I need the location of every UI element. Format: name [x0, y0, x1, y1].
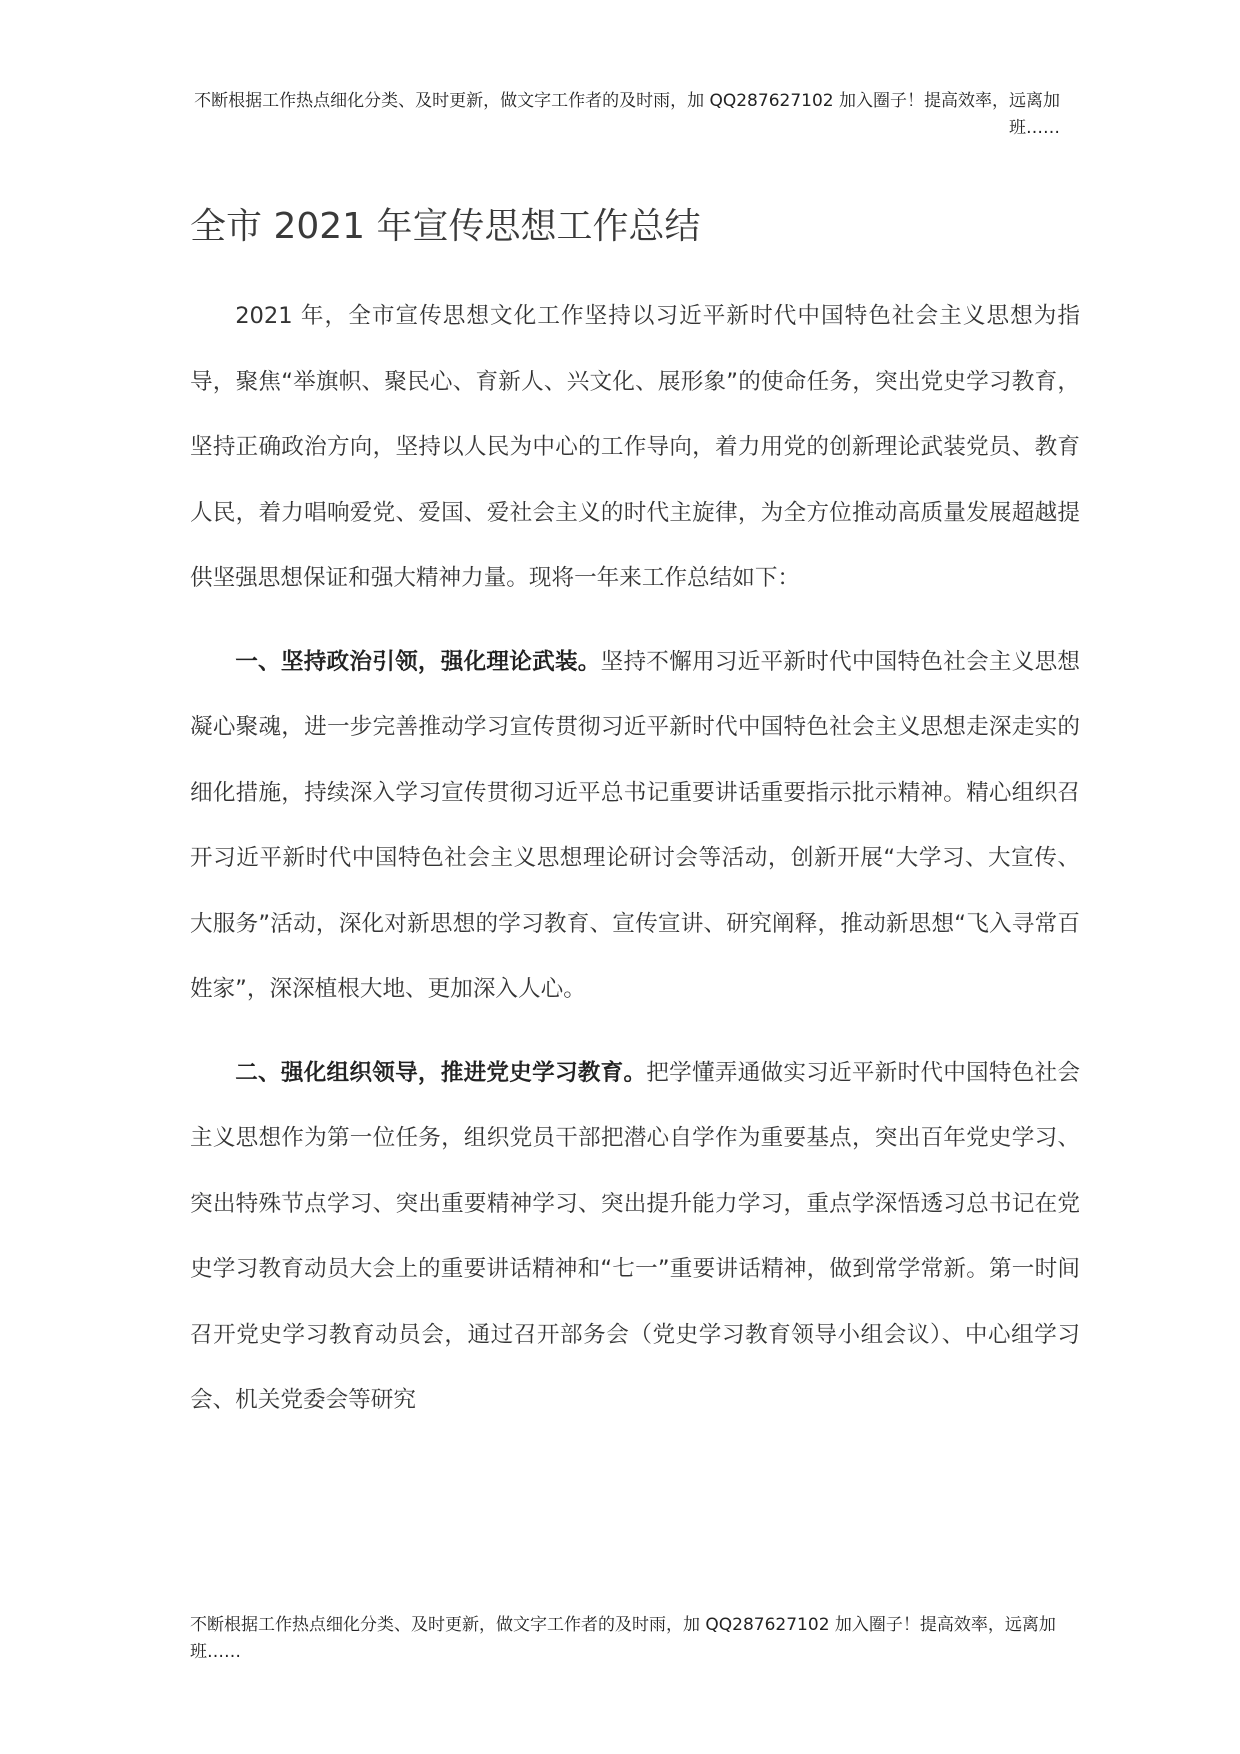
section-one-heading: 一、坚持政治引领，强化理论武装。 [235, 648, 601, 675]
intro-paragraph [190, 284, 1080, 612]
section-one-text: 坚持不懈用习近平新时代中国特色社会主义思想凝心聚魂，进一步完善推动学习宣传贯彻习近平新时代中国特色社会主义思想走深走实的细化措施，持续深入学习宣传贯彻习近平总书记重要讲话重要指示批示精神。精心组织召开习近平新时代中国特色社会主义思想理论研讨会等活动，创新开展“大学习、大宣传、大服务”活动，深化对新思想的学习教育、宣传宣讲、研究阐释，推动新思想“飞入寻常百姓家”，深深植根大地、更加深入人心。 [190, 648, 1081, 1002]
page-header-note: 不断根据工作热点细化分类、及时更新，做文字工作者的及时雨，加 QQ287627102 加入圈子！提高效率，远离加班…… [194, 91, 1060, 138]
section-one-paragraph [190, 630, 1080, 1023]
paragraph-text: 2021 年，全市宣传思想文化工作坚持以习近平新时代中国特色社会主义思想为指导，聚焦“举旗帜、聚民心、育新人、兴文化、展形象”的使命任务，突出党史学习教育，坚持正确政治方向，坚持以人民为中心的工作导向，着力用党的创新理论武装党员、教育人民，着力唱响爱党、爱国、爱社会主义的时代主旋律，为全方位推动高质量发展超越提供坚强思想保证和强大精神力量。现将一年来工作总结如下： [190, 303, 1080, 591]
section-two-heading: 二、强化组织领导，推进党史学习教育。 [235, 1059, 647, 1086]
document-body [190, 284, 1080, 1434]
document-title: 全市 2021 年宣传思想工作总结 [190, 206, 701, 247]
page-footer-note: 不断根据工作热点细化分类、及时更新，做文字工作者的及时雨，加 QQ287627102 加入圈子！提高效率，远离加班…… [190, 1615, 1056, 1662]
section-two-text: 把学懂弄通做实习近平新时代中国特色社会主义思想作为第一位任务，组织党员干部把潜心自学作为重要基点，突出百年党史学习、突出特殊节点学习、突出重要精神学习、突出提升能力学习，重点学深悟透习总书记在党史学习教育动员大会上的重要讲话精神和“七一”重要讲话精神，做到常学常新。第一时间召开党史学习教育动员会，通过召开部务会（党史学习教育领导小组会议）、中心组学习会、机关党委会等研究 [190, 1059, 1080, 1413]
section-two-paragraph [190, 1041, 1080, 1434]
